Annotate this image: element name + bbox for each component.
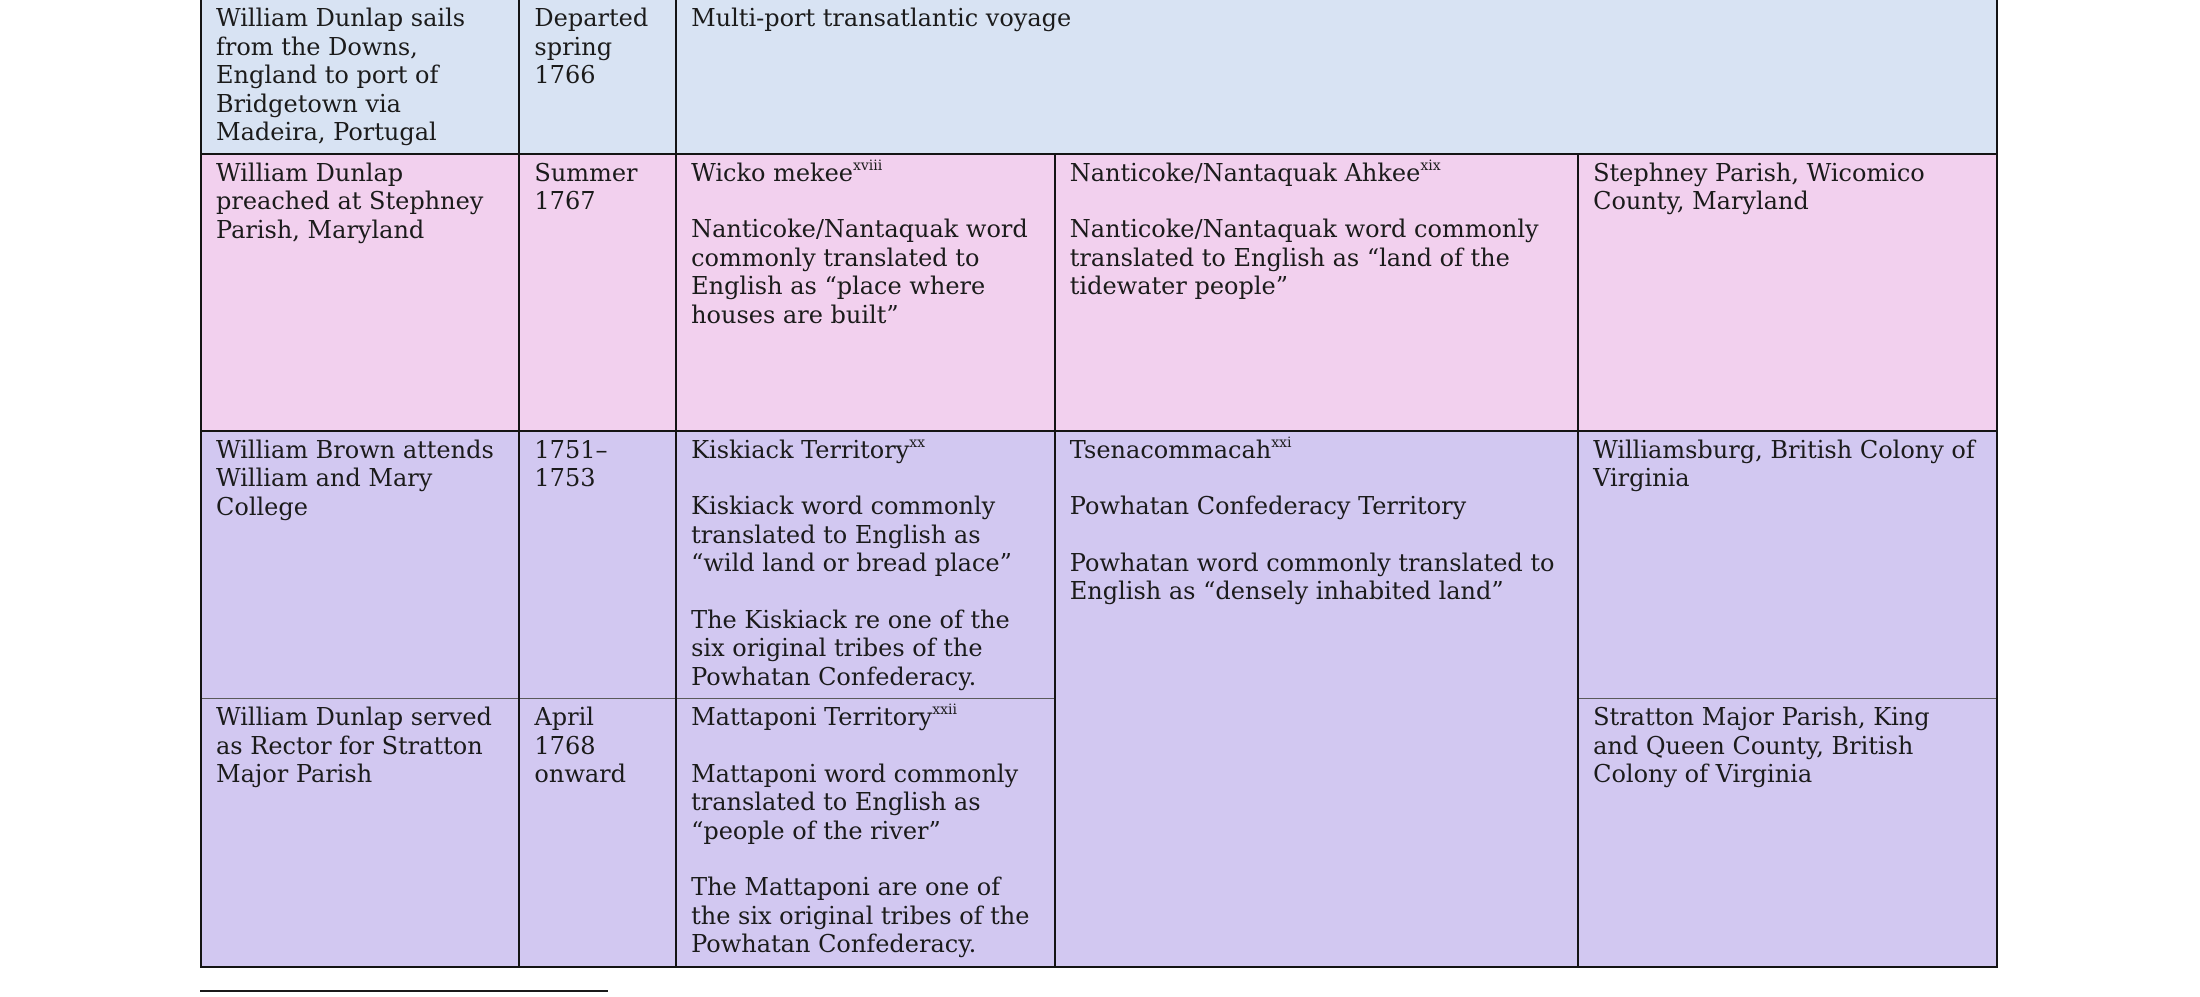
date-text: April 1768 onward xyxy=(534,703,626,788)
location-text: Williamsburg, British Colony of Virginia xyxy=(1593,435,1975,492)
location-cell xyxy=(1578,431,1997,699)
endnote-ref[interactable]: xxi xyxy=(1271,434,1292,451)
territory-description: Kiskiack word commonly translated to English as “wild land or bread place” xyxy=(691,492,1012,577)
event-cell xyxy=(201,0,519,154)
endnote-ref[interactable]: xix xyxy=(1420,157,1441,174)
location-text: Stratton Major Parish, King and Queen County, British Colony of Virginia xyxy=(1593,703,1930,788)
endnote-ref[interactable]: xx xyxy=(909,434,926,451)
territory-cell xyxy=(676,154,1055,431)
history-table xyxy=(200,0,1998,968)
event-cell xyxy=(201,154,519,431)
endnote-ref[interactable]: xviii xyxy=(853,157,883,174)
date-cell xyxy=(519,154,676,431)
event-text: William Dunlap preached at Stephney Parish, Maryland xyxy=(216,158,484,244)
event-text: William Brown attends William and Mary College xyxy=(216,435,494,521)
table-row xyxy=(201,154,1997,431)
nation-name: Tsenacommacah xyxy=(1069,435,1272,464)
endnote-ref[interactable]: xxii xyxy=(932,702,957,718)
territory-name: Mattaponi Territory xyxy=(691,703,933,731)
location-text: Stephney Parish, Wicomico County, Maryland xyxy=(1593,158,1925,215)
nation-name: Nanticoke/Nantaquak Ahkee xyxy=(1069,158,1421,187)
nation-description: Nanticoke/Nantaquak word commonly translated to English as “land of the tidewater people” xyxy=(1069,215,1539,300)
table-row xyxy=(201,0,1997,154)
date-text: Summer 1767 xyxy=(534,158,638,215)
footnote-separator xyxy=(200,990,608,992)
date-cell xyxy=(519,699,676,967)
event-cell xyxy=(201,431,519,699)
date-text: 1751–1753 xyxy=(534,435,608,492)
territory-name: Kiskiack Territory xyxy=(691,435,910,464)
territory-note: The Mattaponi are one of the six original tribes of the Powhatan Confederacy. xyxy=(691,873,1030,958)
date-text: Departed spring 1766 xyxy=(534,4,649,89)
location-cell xyxy=(1578,699,1997,967)
nation-cell xyxy=(1055,431,1578,967)
territory-cell xyxy=(676,431,1055,699)
location-cell xyxy=(1578,154,1997,431)
territory-name: Wicko mekee xyxy=(691,158,853,187)
territory-note: The Kiskiack re one of the six original tribes of the Powhatan Confederacy. xyxy=(691,605,1010,691)
event-text: William Dunlap sails from the Downs, England to port of Bridgetown via Madeira, Portugal xyxy=(216,4,466,146)
event-text: William Dunlap served as Rector for Stratton Major Parish xyxy=(216,703,492,788)
event-cell xyxy=(201,699,519,967)
nation-cell xyxy=(1055,154,1578,431)
date-cell xyxy=(519,431,676,699)
nation-subtitle: Powhatan Confederacy Territory xyxy=(1069,492,1467,520)
territory-description: Nanticoke/Nantaquak word commonly translated to English as “place where houses are built” xyxy=(691,215,1028,329)
territory-description: Mattaponi word commonly translated to English as “people of the river” xyxy=(691,759,1019,845)
nation-description: Powhatan word commonly translated to English as “densely inhabited land” xyxy=(1069,548,1555,605)
date-cell xyxy=(519,0,676,154)
territory-cell xyxy=(676,699,1055,967)
route-text: Multi-port transatlantic voyage xyxy=(691,4,1072,32)
route-cell xyxy=(676,0,1997,154)
table-row xyxy=(201,431,1997,699)
